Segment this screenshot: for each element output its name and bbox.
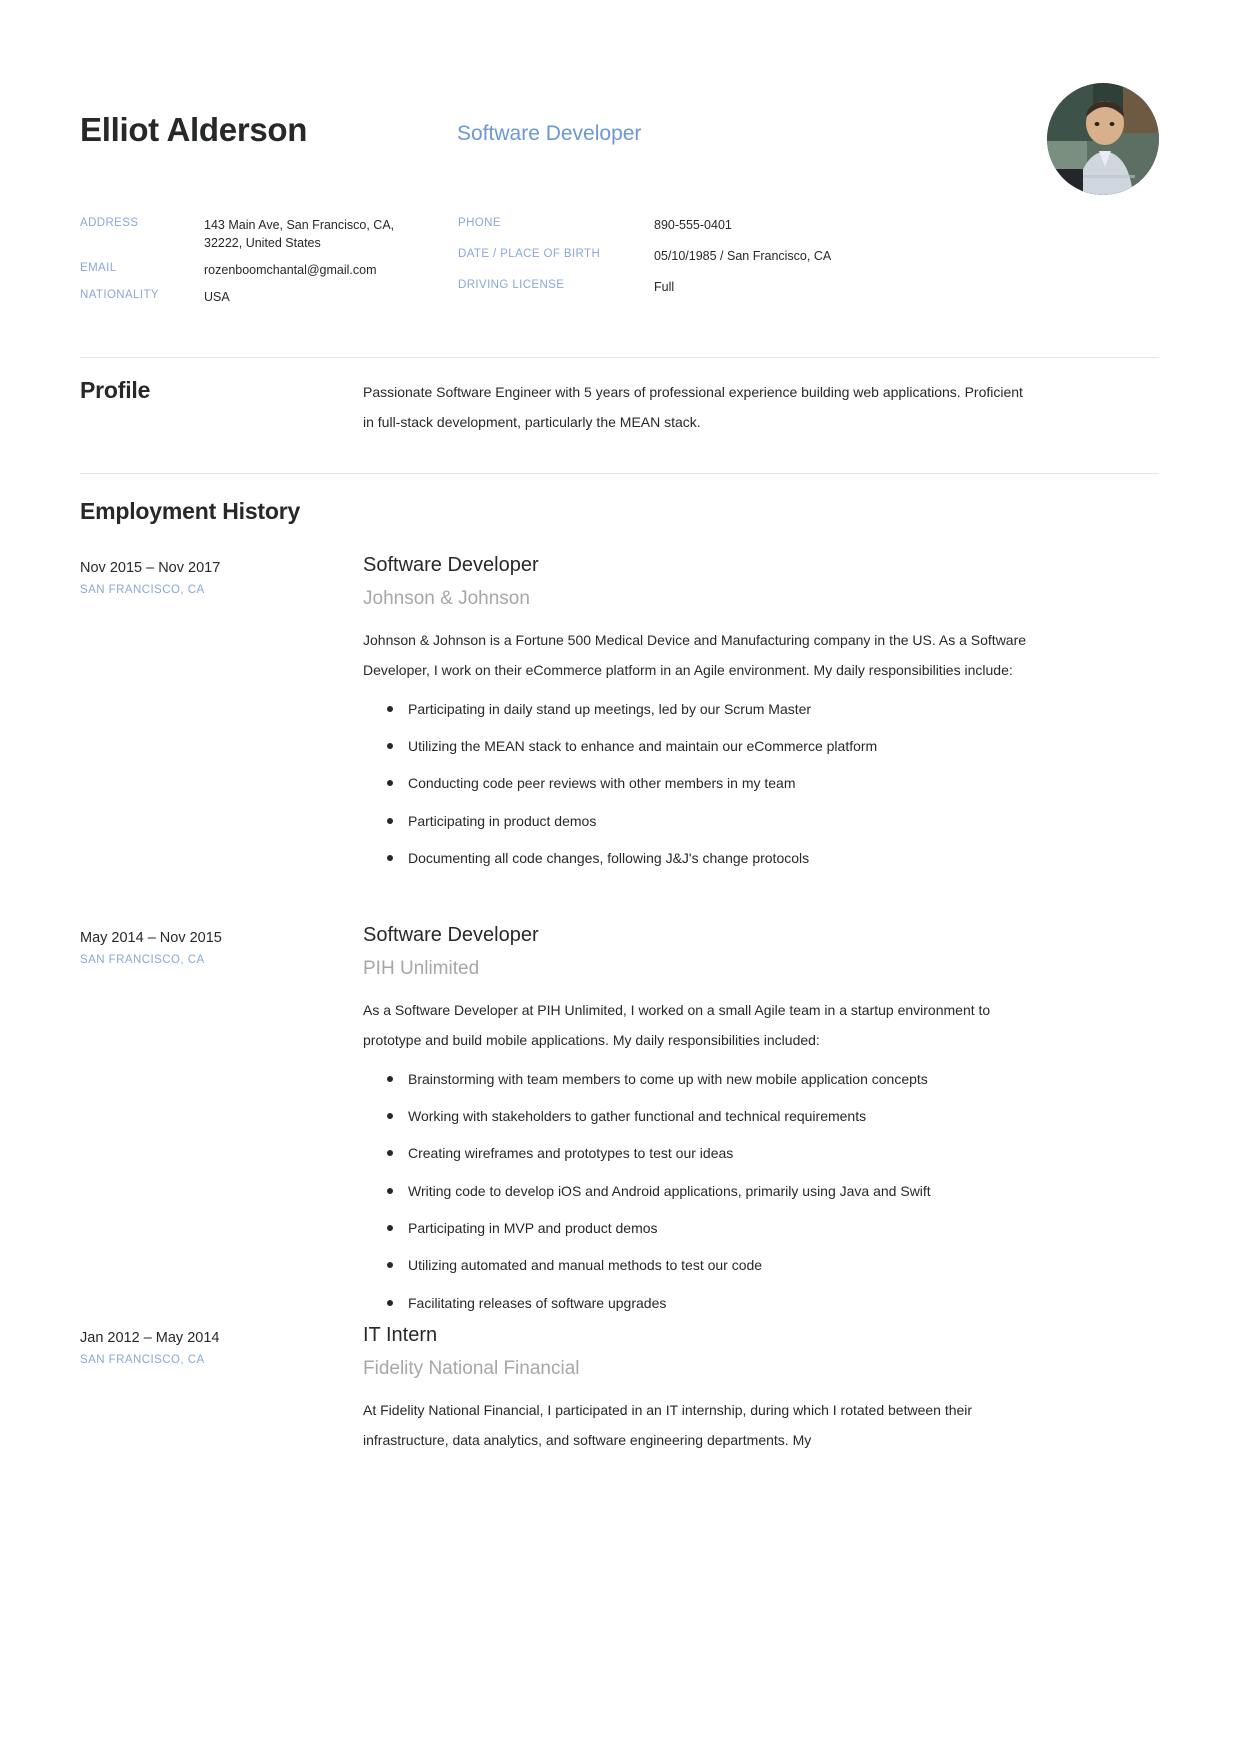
list-item: Writing code to develop iOS and Android applications, primarily using Java and Swift: [408, 1181, 1043, 1201]
profile-text: Passionate Software Engineer with 5 years of professional experience building web applications. Proficient in full-stack development, particularly the MEAN stack.: [363, 384, 1023, 431]
employment-entry: [80, 552, 1159, 885]
contact-value-birth: 05/10/1985 / San Francisco, CA: [654, 249, 832, 264]
avatar-photo-icon: [1047, 83, 1159, 195]
resume-header: [80, 0, 1159, 190]
list-item: Participating in MVP and product demos: [408, 1218, 1043, 1238]
list-item: Creating wireframes and prototypes to test our ideas: [408, 1143, 1043, 1163]
employment-dates: May 2014 – Nov 2015: [80, 930, 222, 946]
contact-label-birth: DATE / PLACE OF BIRTH: [458, 248, 601, 261]
list-item: Conducting code peer reviews with other members in my team: [408, 773, 1043, 793]
employment-entry-main: [363, 922, 1043, 1330]
employment-entry-meta: [80, 552, 363, 885]
avatar: [1047, 83, 1159, 195]
list-item: Brainstorming with team members to come up with new mobile application concepts: [408, 1069, 1043, 1089]
profile-section: [80, 377, 1159, 437]
employment-bullet-list: [363, 699, 1043, 868]
employment-role: IT Intern: [363, 1324, 438, 1346]
contact-value-phone: 890-555-0401: [654, 218, 732, 232]
employment-description: As a Software Developer at PIH Unlimited, I worked on a small Agile team in a startup environment to prototype and build mobile applications. My daily responsibilities included:: [363, 1001, 991, 1048]
list-item: Working with stakeholders to gather functional and technical requirements: [408, 1106, 1043, 1126]
employment-dates: Nov 2015 – Nov 2017: [80, 560, 221, 576]
contact-label-phone: PHONE: [458, 217, 501, 229]
employment-dates: Jan 2012 – May 2014: [80, 1330, 220, 1346]
contact-column-left: [80, 216, 458, 316]
contact-details: [80, 216, 1159, 316]
employment-location: SAN FRANCISCO, CA: [80, 1353, 205, 1366]
contact-label-email: EMAIL: [80, 262, 117, 275]
profile-heading: Profile: [80, 377, 151, 403]
contact-label-nationality: NATIONALITY: [80, 289, 159, 302]
employment-location: SAN FRANCISCO, CA: [80, 583, 205, 596]
page-title: Elliot Alderson: [80, 111, 308, 148]
list-item: Facilitating releases of software upgrades: [408, 1293, 1043, 1313]
employment-entry-main: [363, 552, 1043, 885]
contact-value-address: 143 Main Ave, San Francisco, CA, 32222, United States: [204, 218, 395, 251]
employment-section-header: [80, 498, 1159, 525]
list-item: Participating in daily stand up meetings, led by our Scrum Master: [408, 699, 1043, 719]
employment-company: PIH Unlimited: [363, 958, 480, 979]
contact-row-nationality: [80, 288, 458, 306]
employment-entry: [80, 1322, 1159, 1455]
header-job-title: Software Developer: [457, 122, 642, 145]
section-divider-employment: [80, 473, 1159, 474]
employment-role: Software Developer: [363, 924, 539, 946]
list-item: Utilizing the MEAN stack to enhance and maintain our eCommerce platform: [408, 736, 1043, 756]
contact-label-license: DRIVING LICENSE: [458, 279, 565, 292]
list-item: Utilizing automated and manual methods to test our code: [408, 1255, 1043, 1275]
contact-label-address: ADDRESS: [80, 217, 139, 229]
employment-bullet-list: [363, 1069, 1043, 1313]
employment-company: Johnson & Johnson: [363, 588, 530, 609]
employment-heading: Employment History: [80, 498, 301, 524]
employment-description: Johnson & Johnson is a Fortune 500 Medical Device and Manufacturing company in the US. As a Software Developer, I work on their eCommerce platform in an Agile environment. My daily responsibilities include:: [363, 631, 1027, 678]
contact-value-nationality: USA: [204, 290, 230, 305]
employment-entry-meta: [80, 1322, 363, 1455]
contact-row-address: [80, 216, 458, 252]
contact-value-license: Full: [654, 280, 675, 295]
employment-entry-main: [363, 1322, 1043, 1455]
employment-company: Fidelity National Financial: [363, 1358, 580, 1379]
contact-row-phone: [458, 216, 1058, 234]
contact-row-license: [458, 278, 1058, 296]
employment-entry: [80, 922, 1159, 1330]
contact-column-right: [458, 216, 1058, 316]
profile-body: [363, 377, 1159, 437]
list-item: Documenting all code changes, following J&J's change protocols: [408, 848, 1043, 868]
contact-row-birth: [458, 247, 1058, 265]
employment-location: SAN FRANCISCO, CA: [80, 953, 205, 966]
employment-role: Software Developer: [363, 554, 539, 576]
section-divider-profile: [80, 357, 1159, 358]
contact-value-email[interactable]: rozenboomchantal@gmail.com: [204, 263, 377, 278]
list-item: Participating in product demos: [408, 811, 1043, 831]
contact-row-email: [80, 261, 458, 279]
employment-entry-meta: [80, 922, 363, 1330]
employment-description: At Fidelity National Financial, I participated in an IT internship, during which I rotated between their infrastructure, data analytics, and software engineering departments. My: [363, 1401, 973, 1448]
